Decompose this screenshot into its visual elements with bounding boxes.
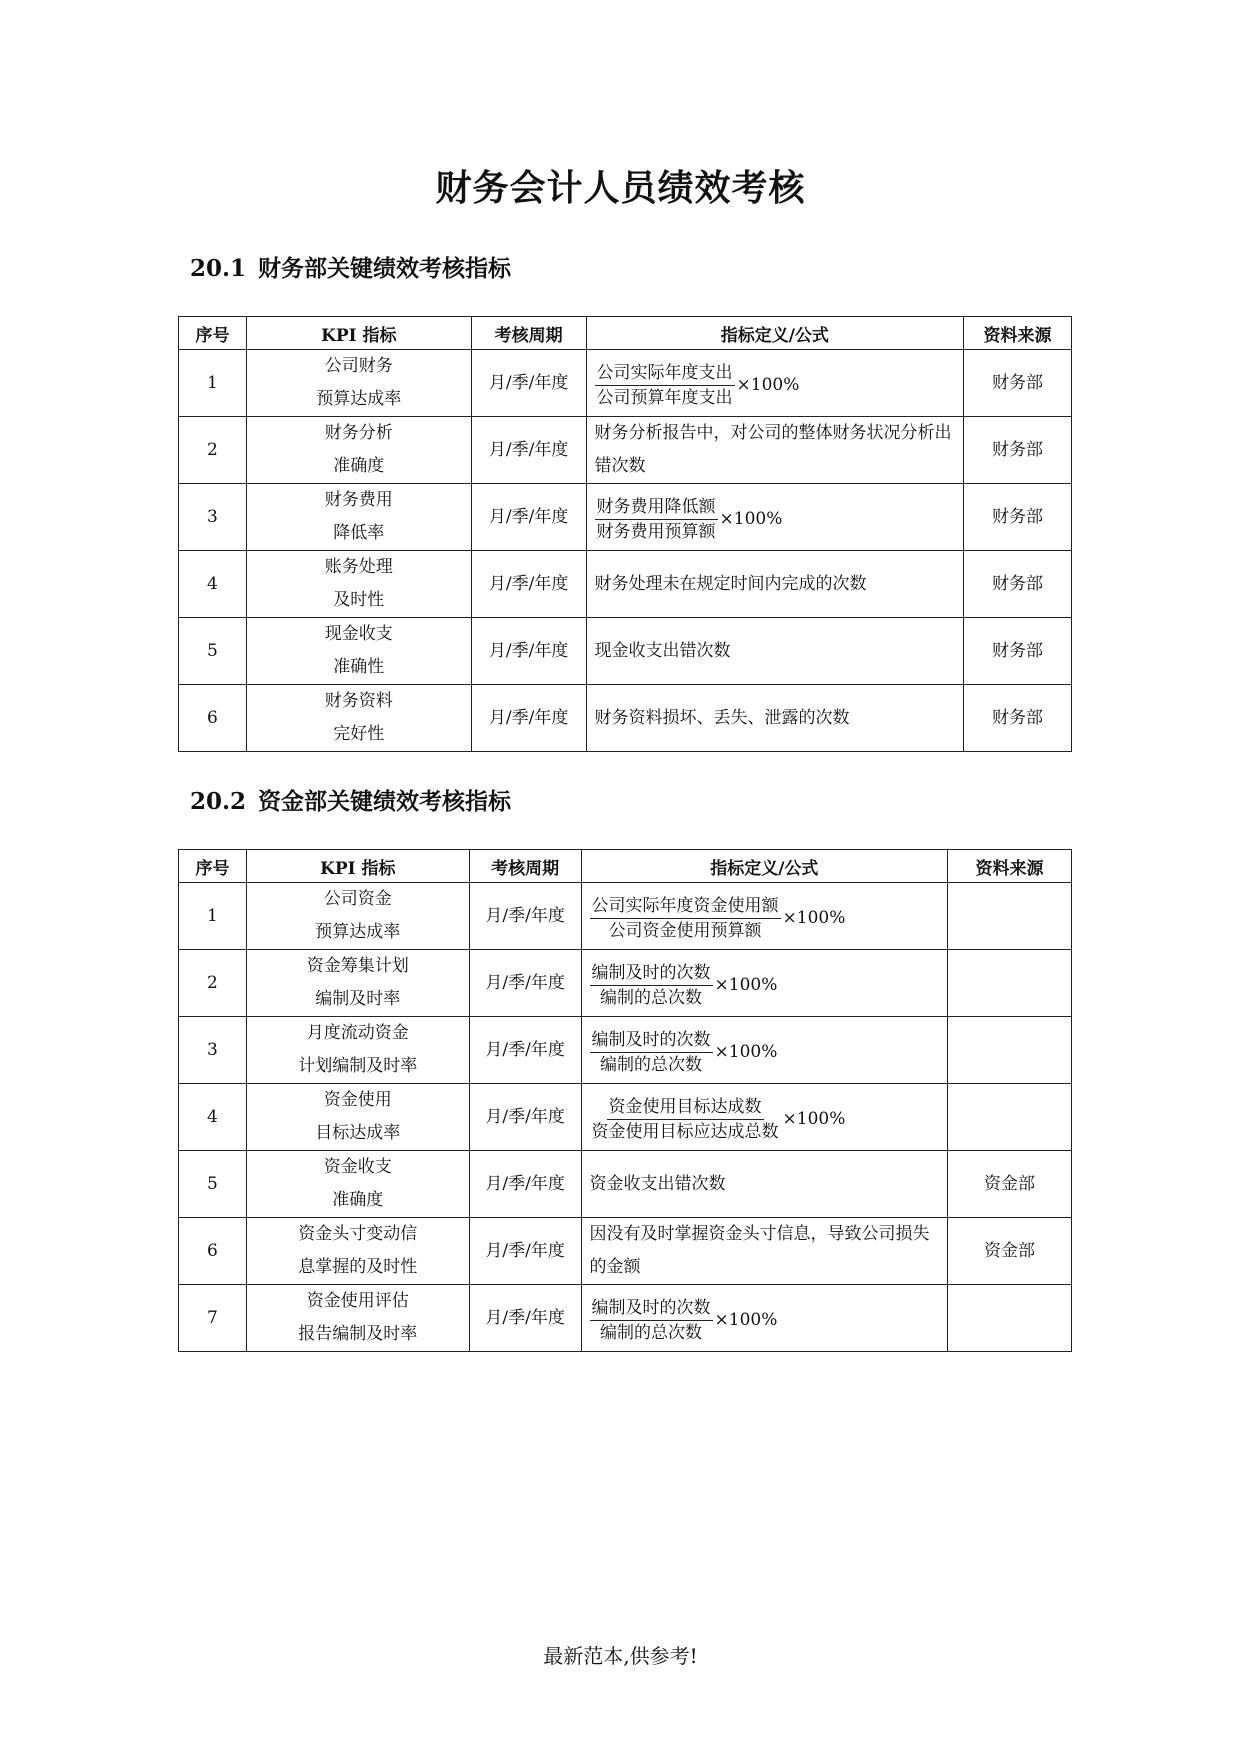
assessment-period: 月/季/年度 [469,1084,581,1151]
table-row [179,1017,1072,1084]
section-heading-text: 财务部关键绩效考核指标 [258,255,511,282]
header-definition: 指标定义/公式 [586,317,964,350]
kpi-name-line: 现金收支 [324,624,393,644]
footer-note: 最新范本,供参考! [543,1644,698,1668]
header-no: 序号 [179,850,247,883]
kpi-name [246,1151,469,1218]
kpi-name-line: 目标达成率 [315,1123,401,1143]
section-heading-20-1 [190,250,511,283]
formula-numerator: 资金使用目标达成数 [607,1095,764,1120]
data-source: 财务部 [964,484,1072,551]
data-source: 资金部 [948,1151,1072,1218]
kpi-name-line: 准确度 [333,456,385,476]
formula-numerator: 编制及时的次数 [590,1296,713,1321]
document-title: 财务会计人员绩效考核 [435,167,806,209]
formula-denominator: 资金使用目标应达成总数 [591,1121,779,1142]
kpi-name [246,1285,469,1352]
kpi-name [246,618,471,685]
data-source: 财务部 [964,417,1072,484]
kpi-definition [581,1017,948,1084]
row-number: 4 [179,551,247,618]
kpi-name-line: 准确性 [333,657,385,677]
kpi-name-line: 财务分析 [324,423,393,443]
kpi-definition [586,350,964,417]
table-row [179,1285,1072,1352]
formula-denominator: 公司预算年度支出 [596,387,733,408]
formula [590,1095,846,1144]
data-source: 财务部 [964,350,1072,417]
kpi-name-line: 公司财务 [324,356,393,376]
kpi-name-line: 财务费用 [324,490,393,510]
formula-multiplier: ×100% [714,1041,778,1062]
formula-denominator: 编制的总次数 [600,1322,703,1343]
table-row [179,551,1072,618]
kpi-definition [581,1218,948,1285]
table-row [179,484,1072,551]
formula-multiplier: ×100% [719,508,783,529]
kpi-definition [581,950,948,1017]
row-number: 1 [179,350,247,417]
row-number: 2 [179,950,247,1017]
assessment-period: 月/季/年度 [471,350,586,417]
kpi-definition [581,883,948,950]
assessment-period: 月/季/年度 [469,1285,581,1352]
table-row [179,1151,1072,1218]
formula [590,1296,778,1345]
formula-multiplier: ×100% [782,907,846,928]
fraction [590,1296,713,1345]
section-number: 20.2 [190,788,247,815]
header-period: 考核周期 [469,850,581,883]
kpi-name-line: 财务资料 [324,691,393,711]
fraction [595,495,718,544]
header-kpi: KPI 指标 [246,317,471,350]
kpi-name-line: 资金收支 [323,1157,392,1177]
kpi-definition [586,551,964,618]
kpi-name-line: 资金头寸变动信 [298,1224,418,1244]
formula [590,894,846,943]
assessment-period: 月/季/年度 [471,484,586,551]
kpi-name-line: 准确度 [332,1190,384,1210]
data-source [948,1084,1072,1151]
formula-multiplier: ×100% [782,1108,846,1129]
formula-denominator: 编制的总次数 [600,1054,703,1075]
table-row [179,1218,1072,1285]
data-source [948,950,1072,1017]
row-number: 1 [179,883,247,950]
row-number: 5 [179,1151,247,1218]
table-row [179,618,1072,685]
kpi-name-line: 资金使用评估 [306,1291,409,1311]
data-source: 资金部 [948,1218,1072,1285]
definition-text: 因没有及时掌握资金头寸信息，导致公司损失的金额 [589,1224,930,1277]
assessment-period: 月/季/年度 [471,685,586,752]
assessment-period: 月/季/年度 [471,417,586,484]
assessment-period: 月/季/年度 [471,618,586,685]
fraction [590,1095,781,1144]
formula-numerator: 财务费用降低额 [595,495,718,520]
kpi-name-line: 完好性 [333,724,385,744]
table-row [179,417,1072,484]
kpi-definition [581,1151,948,1218]
kpi-name [246,350,471,417]
kpi-name-line: 资金使用 [323,1090,392,1110]
kpi-name-line: 预算达成率 [316,389,402,409]
kpi-definition [586,685,964,752]
kpi-name [246,1218,469,1285]
kpi-name [246,685,471,752]
section-heading-20-2 [190,783,511,816]
formula-denominator: 公司资金使用预算额 [608,920,762,941]
definition-text: 财务分析报告中，对公司的整体财务状况分析出错次数 [594,423,952,476]
assessment-period: 月/季/年度 [469,950,581,1017]
formula-multiplier: ×100% [714,1309,778,1330]
row-number: 6 [179,1218,247,1285]
data-source [948,883,1072,950]
definition-text: 资金收支出错次数 [589,1173,726,1194]
header-kpi: KPI 指标 [246,850,469,883]
row-number: 7 [179,1285,247,1352]
kpi-name [246,883,469,950]
data-source [948,1017,1072,1084]
section-number: 20.1 [190,255,247,282]
kpi-definition [581,1084,948,1151]
kpi-name [246,1017,469,1084]
data-source: 财务部 [964,685,1072,752]
kpi-name [246,1084,469,1151]
fraction [590,1028,713,1077]
data-source: 财务部 [964,551,1072,618]
table-header-row [179,317,1072,350]
formula [590,961,778,1010]
formula-denominator: 编制的总次数 [600,987,703,1008]
section-heading-text: 资金部关键绩效考核指标 [258,788,511,815]
kpi-definition [586,484,964,551]
finance-kpi-table [178,316,1072,752]
assessment-period: 月/季/年度 [469,1218,581,1285]
formula [590,1028,778,1077]
kpi-name [246,551,471,618]
header-source: 资料来源 [964,317,1072,350]
formula-numerator: 公司实际年度资金使用额 [590,894,781,919]
fraction [590,961,713,1010]
assessment-period: 月/季/年度 [469,1151,581,1218]
definition-text: 财务处理未在规定时间内完成的次数 [594,573,867,594]
assessment-period: 月/季/年度 [471,551,586,618]
table-row [179,350,1072,417]
row-number: 5 [179,618,247,685]
header-period: 考核周期 [471,317,586,350]
funds-kpi-table [178,849,1072,1352]
kpi-definition [586,417,964,484]
kpi-name-line: 及时性 [333,590,385,610]
definition-text: 财务资料损坏、丢失、泄露的次数 [594,707,850,728]
kpi-name-line: 预算达成率 [315,922,401,942]
kpi-name-line: 资金筹集计划 [306,956,409,976]
kpi-name-line: 息掌握的及时性 [298,1257,418,1277]
kpi-name-line: 降低率 [333,523,385,543]
assessment-period: 月/季/年度 [469,883,581,950]
formula-numerator: 公司实际年度支出 [595,361,735,386]
fraction [595,361,735,410]
header-definition: 指标定义/公式 [581,850,948,883]
kpi-name [246,950,469,1017]
row-number: 2 [179,417,247,484]
kpi-name [246,417,471,484]
definition-text: 现金收支出错次数 [594,640,731,661]
table-row [179,685,1072,752]
kpi-definition [586,618,964,685]
kpi-name-line: 编制及时率 [315,989,401,1009]
kpi-name-line: 月度流动资金 [306,1023,409,1043]
kpi-name-line: 公司资金 [323,889,392,909]
data-source [948,1285,1072,1352]
formula-denominator: 财务费用预算额 [596,521,716,542]
formula-multiplier: ×100% [714,974,778,995]
header-source: 资料来源 [948,850,1072,883]
formula [595,495,783,544]
fraction [590,894,781,943]
kpi-name-line: 报告编制及时率 [298,1324,418,1344]
formula-numerator: 编制及时的次数 [590,1028,713,1053]
table-header-row [179,850,1072,883]
table-row [179,1084,1072,1151]
assessment-period: 月/季/年度 [469,1017,581,1084]
kpi-name [246,484,471,551]
row-number: 6 [179,685,247,752]
table-row [179,950,1072,1017]
kpi-definition [581,1285,948,1352]
data-source: 财务部 [964,618,1072,685]
kpi-name-line: 计划编制及时率 [298,1056,418,1076]
row-number: 3 [179,1017,247,1084]
formula-numerator: 编制及时的次数 [590,961,713,986]
formula [595,361,800,410]
table-row [179,883,1072,950]
formula-multiplier: ×100% [736,374,800,395]
kpi-name-line: 账务处理 [324,557,393,577]
header-no: 序号 [179,317,247,350]
row-number: 4 [179,1084,247,1151]
row-number: 3 [179,484,247,551]
